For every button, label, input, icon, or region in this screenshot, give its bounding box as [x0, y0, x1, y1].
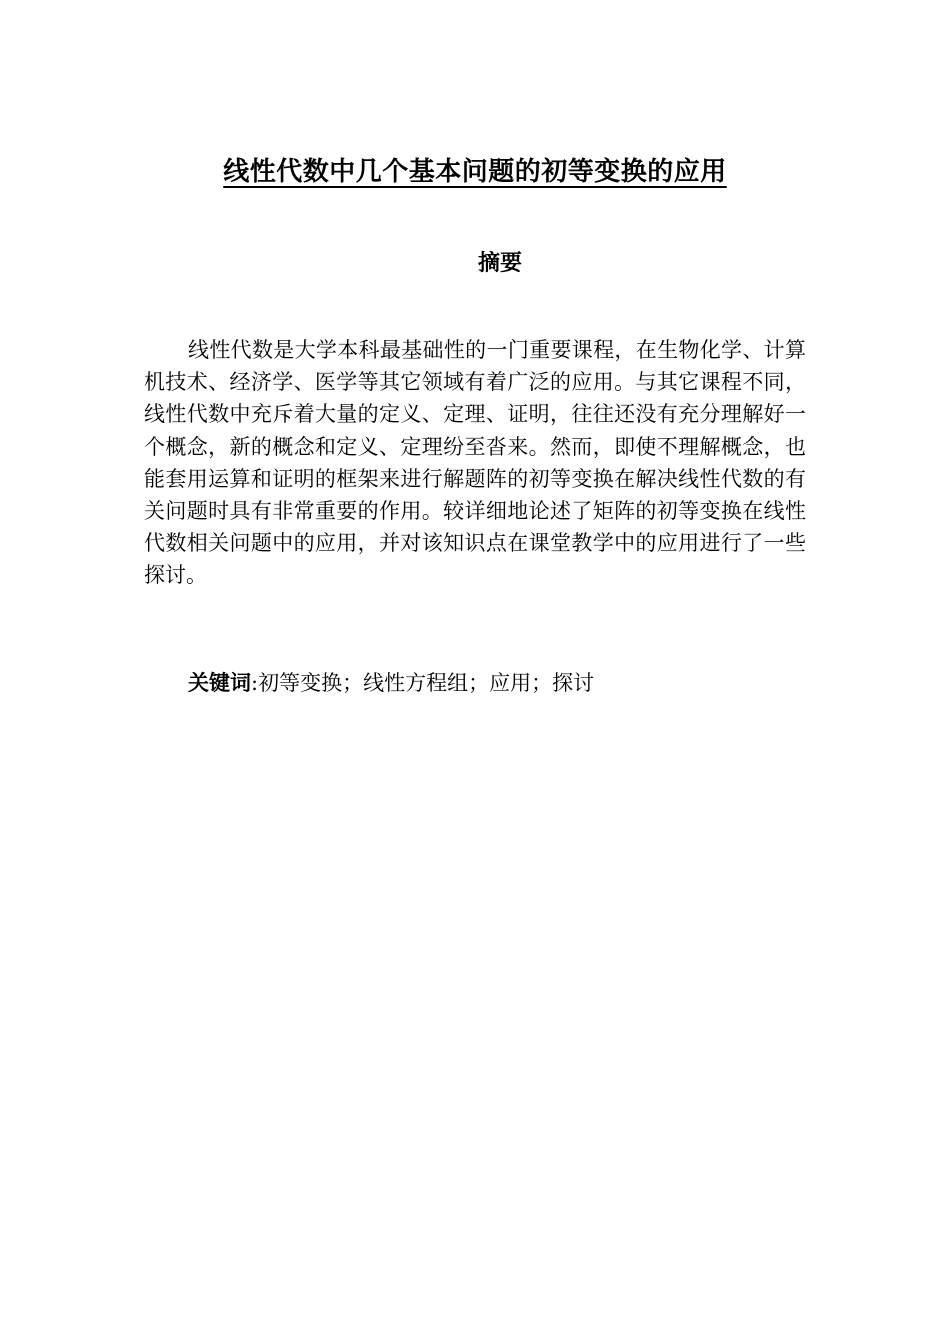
paper-title	[0, 152, 950, 192]
abstract-heading: 摘要	[477, 251, 522, 276]
keywords-line	[188, 666, 808, 700]
abstract-paragraph: 线性代数是大学本科最基础性的一门重要课程，在生物化学、计算机技术、经济学、医学等其它领域有着广泛的应用。与其它课程不同，线性代数中充斥着大量的定义、定理、证明，往往还没有充分理解好一个概念，新的概念和定义、定理纷至沓来。然而，即使不理解概念，也能套用运算和证明的框架来进行解题阵的初等变换在解决线性代数的有关问题时具有非常重要的作用。较详细地论述了矩阵的初等变换在线性代数相关问题中的应用，并对该知识点在课堂教学中的应用进行了一些探讨。	[144, 338, 806, 588]
paper-title-text: 线性代数中几个基本问题的初等变换的应用	[223, 157, 727, 187]
keywords-list: 初等变换；线性方程组；应用；探讨	[258, 671, 595, 695]
keywords-separator: :	[251, 671, 259, 695]
keywords-label: 关键词	[188, 671, 251, 695]
